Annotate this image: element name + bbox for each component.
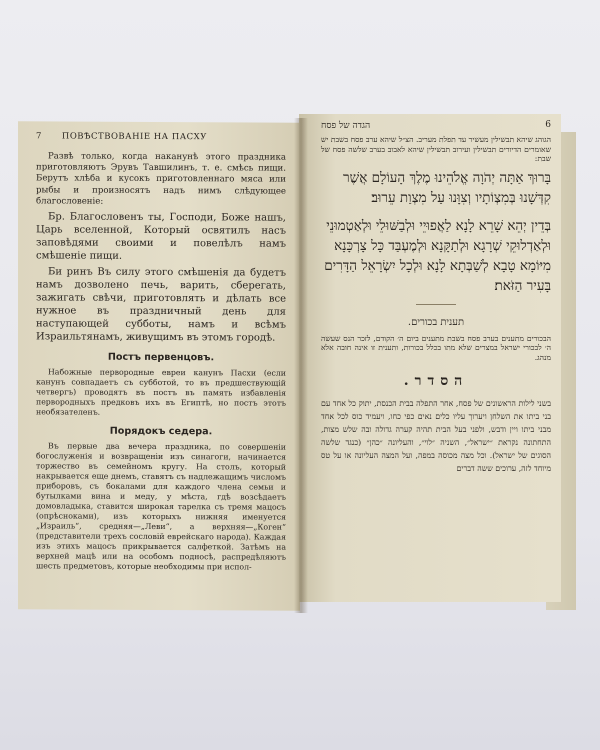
left-page-body xyxy=(36,151,286,573)
seder-order-text: Въ первые два вечера праздника, по совершеніи богослуженія и возвращеніи изъ синагоги, начинается торжество въ семейномъ кругу. На столъ, который накрывается еще днемъ, ставятъ съ надлежащимъ числомъ приборовъ, съ бокалами для каждого члена семьи и бутылками вина и меду, у мѣста, гдѣ возсѣдаетъ домовладыка, ставится широкая тарелка съ тремя мацосъ (опрѣсноками), изъ которыхъ нижняя именуется „Израиль“, средняя—„Леви“, а верхняя—„Коген“ (представители трехъ сословій еврейскаго народа). Каждая изъ этихъ мацосъ прикрывается салфеткой. Затѣмъ на верхней мацѣ или на особомъ подносѣ, распредѣляютъ шесть предметовъ, которые необходимы при испол- xyxy=(36,441,286,572)
left-page xyxy=(18,121,300,610)
hebrew-fast-text: הבכורים מתענים בערב פסח בשבת מתענים ביום ה׳ הקודם, לזכר הנס שעשה ה׳ לבכורי ישראל במצרים שלא מתו בכלל בכורות, ותענית זו אינה חובה אלא מנהג. xyxy=(321,333,551,362)
declaration-text: Въ силу этого смѣшенія да будетъ намъ дозволено печь, варить, сберегать, зажигать свѣчи, приготовлять и дѣлать все нужное въ праздничный день для наступающей субботы, намъ и всѣмъ Израильтянамъ, живущимъ въ этомъ городѣ. xyxy=(36,266,286,344)
fast-of-firstborn-title: Постъ первенцовъ. xyxy=(107,351,215,364)
book-gutter xyxy=(294,118,308,613)
blessing-mark: Бр. xyxy=(48,211,65,223)
hebrew-intro: הגוהג שיהא תבשילין מעשיר עד תפלת מעריב. הצ״ל שיהא ערב פסח בשבת יש שאומרים הדיורים תבשילין ועירוב תבשילין שיהא לאבוב בערב שלשה פסח של שבת: xyxy=(321,135,551,164)
hebrew-eruv-declaration: בְּדֵין יְהֵא שָׁרֵא לָנָא לַאֲפוּיֵי וּלְבַשּׁוּלֵי וּלְאַטְמוּנֵי וּלְאַדְלוּקֵי שְׁרָגָא וּלְתַקָּנָא וּלְמֶעְבַּד כָּל צָרְכָּנָא מִיּוֹמָא טָבָא לְשַׁבְּתָא לָנָא וּלְכָל יִשְׂרָאֵל הַדָּרִים בָּעִיר הַזֹּאת׃ xyxy=(324,217,551,294)
hebrew-seder-title: הסדר. xyxy=(403,372,469,389)
hebrew-blessing: בָּרוּךְ אַתָּה יְהֹוָה אֱלֹהֵינוּ מֶלֶךְ הָעוֹלָם אֲשֶׁר קִדְּשָׁנוּ בְּמִצְוֹתָיו וְצִוָּנוּ עַל מִצְוַת עֵרוּב׃ xyxy=(343,169,551,206)
seder-order-title: Порядокъ седера. xyxy=(109,425,213,438)
left-running-head xyxy=(36,131,286,142)
right-page-number: 6 xyxy=(545,120,551,130)
right-page-title: הגדה של פסח xyxy=(321,121,371,131)
blessing-translation xyxy=(36,210,286,263)
eruv-declaration xyxy=(36,265,286,344)
declaration-mark: Би ринъ xyxy=(48,266,93,278)
left-page-title: ПОВѢСТВОВАНІЕ НА ПАСХУ xyxy=(61,131,207,143)
divider xyxy=(416,304,456,305)
fast-of-firstborn-text: Набожные первородные евреи канунъ Пасхи (если канунъ совпадаетъ съ субботой, то въ предшествующій четвергъ) проводятъ въ постъ въ память избавленія первородныхъ предковъ ихъ въ Египтѣ, но постъ этотъ необязателенъ. xyxy=(36,367,286,417)
hebrew-fast-title: תענית בכורים. xyxy=(407,316,465,328)
right-page xyxy=(299,114,561,602)
right-running-head xyxy=(321,120,551,131)
open-book xyxy=(18,108,578,618)
hebrew-seder-text: בשני לילות הראשונים של פסח, אחר התפלה בבית הכנסת, יתוק כל אחד עם בני ביתו את השלחן ויערוך עליו כלים נאים כפי כחו, ויעמיד כוס לכל אחד מבני ביתו ויין ודבש, ולפני בעל הבית תהיה קערה גדולה ובה שלש מצות, התחתונה נקראת ״ישראל״, השניה ״לוי״, והעליונה ״כהן״ (כנגד שלשה הסוגים של ישראל). וכל מצה מכוסה במפה, ועל המצה העליונה או על טס מיוחד לזה, ערוכים ששה דברים xyxy=(321,399,551,474)
blessing-text: Благословенъ ты, Господи, Боже нашъ, Царь вселенной, Который освятилъ насъ заповѣдями своими и повелѣлъ намъ смѣшеніе пищи. xyxy=(36,211,286,262)
eruv-intro: Развѣ только, когда наканунѣ этого праздника приготовляютъ Эрувъ Тавшилинъ, т. е. смѣсь пищи. Берутъ хлѣба и кусокъ приготовленнаго мяса или рыбы и произносятъ надъ нимъ слѣдующее благословеніе: xyxy=(36,151,286,207)
left-page-number: 7 xyxy=(36,131,42,142)
